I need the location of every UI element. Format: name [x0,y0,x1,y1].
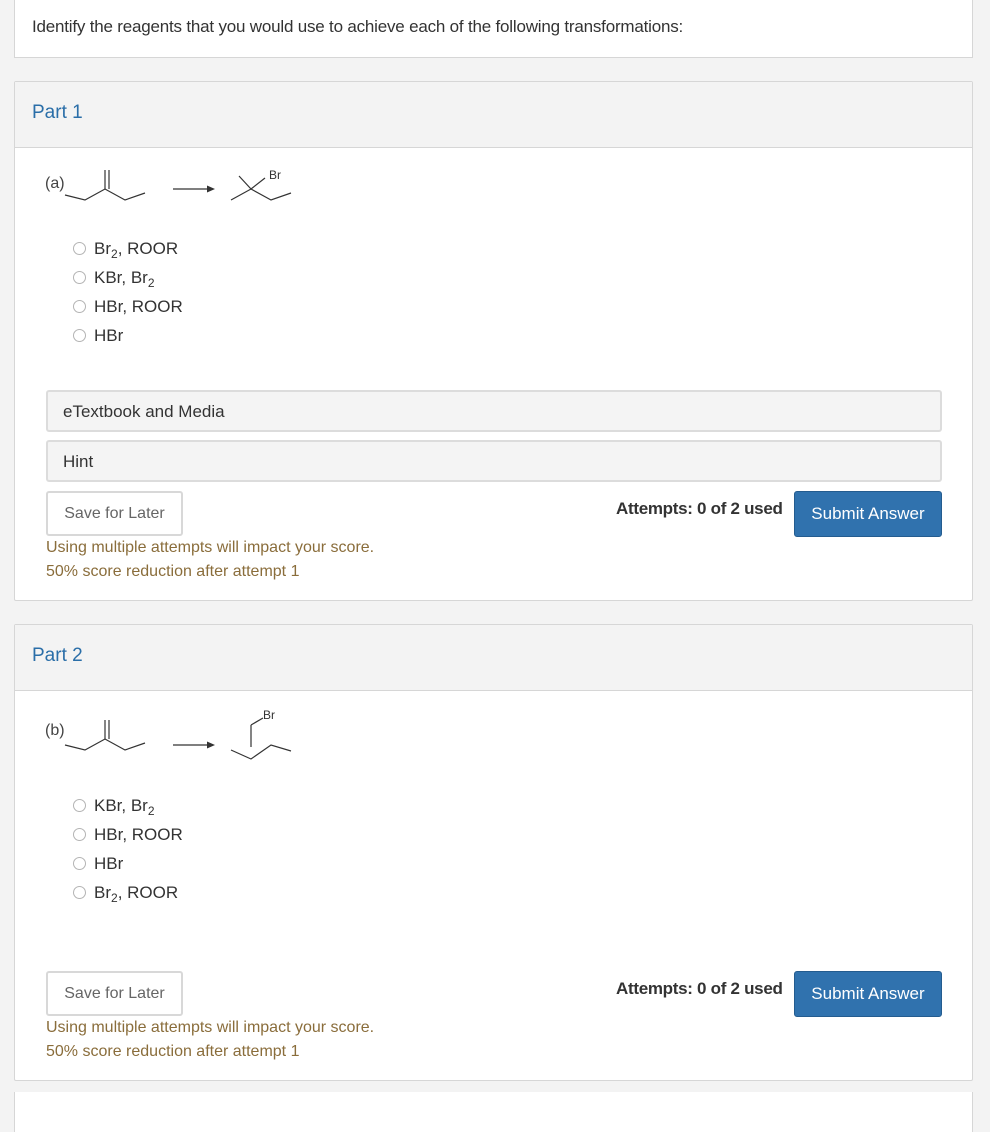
attempts-note [46,1016,374,1064]
radio-button[interactable] [73,857,86,870]
option-text: HBr, ROOR [94,824,183,844]
product-a-structure [231,176,291,200]
reaction-a-label: (a) [45,175,65,192]
attempts-note [46,536,374,584]
attempts-note-line-2: 50% score reduction after attempt 1 [46,1043,300,1060]
next-card-edge [14,1092,973,1132]
option-text: KBr, $Br_2$ [94,267,155,290]
submit-answer-button[interactable]: Submit Answer [794,491,942,537]
reaction-a-scheme [45,167,305,217]
option-b-4[interactable] [73,878,183,907]
option-text: HBr [94,325,124,345]
attempts-note-line-1: Using multiple attempts will impact your score. [46,539,375,556]
reactant-a-structure [65,170,145,200]
product-b-structure [231,718,291,759]
option-text: KBr, $Br_2$ [94,795,155,818]
attempts-counter: Attempts: 0 of 2 used [616,499,783,518]
attempts-note-line-1: Using multiple attempts will impact your score. [46,1019,375,1036]
product-a-br-label: Br [269,168,281,182]
option-text: HBr [94,853,124,873]
option-text: $Br_2$, ROOR [94,238,179,261]
hint-toggle[interactable]: Hint [46,440,942,482]
reactant-b-structure [65,720,145,750]
option-b-3[interactable] [73,849,183,878]
save-for-later-button[interactable]: Save for Later [46,971,183,1016]
reaction-b-label: (b) [45,722,65,739]
radio-button[interactable] [73,329,86,342]
reaction-b-scheme [45,707,325,763]
option-a-3[interactable] [73,292,183,321]
option-a-4[interactable] [73,321,183,350]
submit-answer-button[interactable]: Submit Answer [794,971,942,1017]
option-a-2[interactable] [73,263,183,292]
option-b-2[interactable] [73,820,183,849]
option-b-1[interactable] [73,791,183,820]
part-2-card [14,624,973,1081]
part-2-title: Part 2 [15,625,972,691]
attempts-counter: Attempts: 0 of 2 used [616,979,783,998]
save-for-later-button[interactable]: Save for Later [46,491,183,536]
instructions: Identify the reagents that you would use to achieve each of the following transformations: [14,0,973,58]
radio-button[interactable] [73,799,86,812]
reaction-arrow-b [173,742,215,749]
part-2-options [73,791,183,907]
part-1-title: Part 1 [15,82,972,148]
radio-button[interactable] [73,828,86,841]
radio-button[interactable] [73,271,86,284]
option-a-1[interactable] [73,234,183,263]
reaction-a [45,167,305,217]
radio-button[interactable] [73,886,86,899]
radio-button[interactable] [73,300,86,313]
etextbook-media-toggle[interactable]: eTextbook and Media [46,390,942,432]
option-text: $Br_2$, ROOR [94,882,179,905]
radio-button[interactable] [73,242,86,255]
part-1-options [73,234,183,350]
part-1-card [14,81,973,601]
product-b-br-label: Br [263,708,275,722]
attempts-note-line-2: 50% score reduction after attempt 1 [46,563,300,580]
option-text: HBr, ROOR [94,296,183,316]
reaction-arrow-a [173,186,215,193]
reaction-b [45,707,325,763]
